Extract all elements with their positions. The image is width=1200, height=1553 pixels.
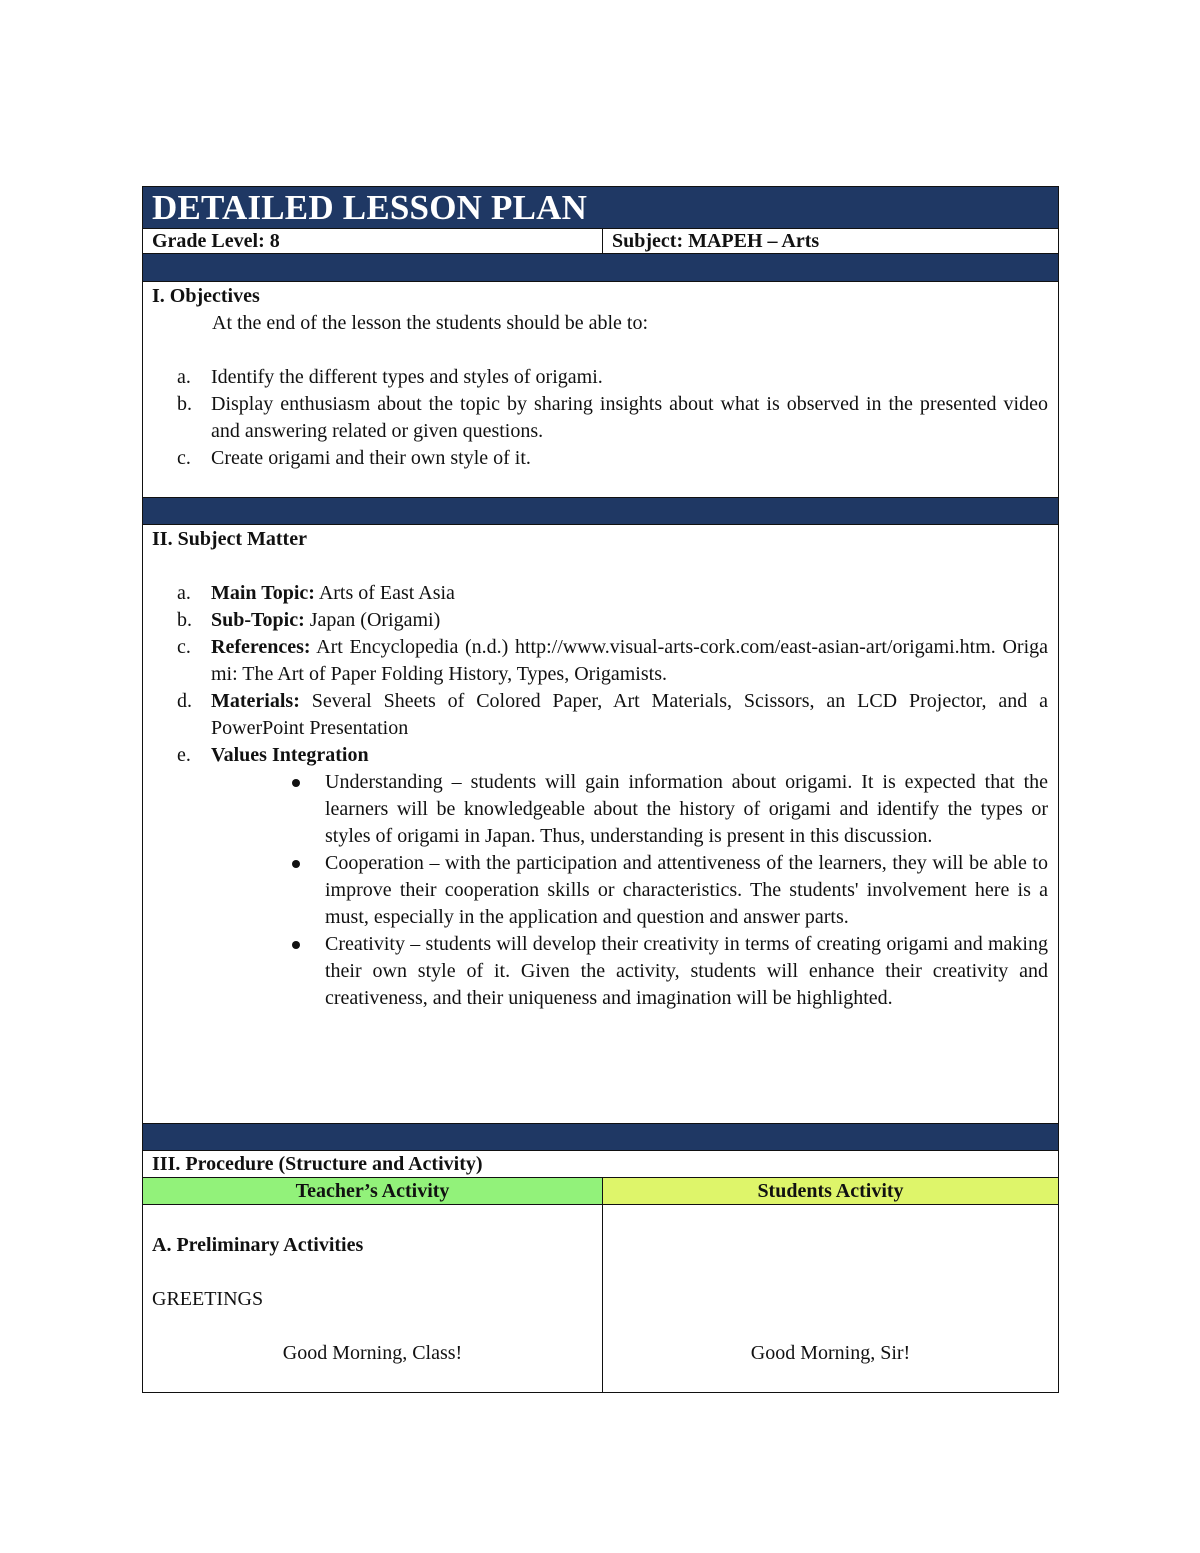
greetings-label: GREETINGS (152, 1288, 264, 1310)
subject-matter-section (142, 525, 1059, 1123)
subject-item: d. Materials: Several Sheets of Colored Paper, Art Materials, Scissors, an LCD Projector, and a PowerPoint Presentation (177, 690, 1048, 739)
section-divider (142, 254, 1059, 282)
title-bar (142, 186, 1059, 228)
grade-level: Grade Level: 8 (143, 229, 603, 253)
value-item: Understanding – students will gain information about origami. It is expected that the learners will be knowledgeable about the history of origami and identify the types or styles of origami in Japan. Thus, understanding is present in this discussion. (277, 769, 1048, 850)
bullet-icon (277, 931, 325, 1012)
activity-row (142, 1205, 1059, 1393)
value-item: Cooperation – with the participation and attentiveness of the learners, they will be able to improve their cooperation skills or characteristics. The students' involvement here is a must, especially in the application and question and answer parts. (277, 850, 1048, 931)
subject-item: c. References: Art Encyclopedia (n.d.) http://www.visual-arts-cork.com/east-asian-art/origami.htm. Origami: The Art of Paper Folding History, Types, Origamists. (177, 636, 1048, 685)
students-activity-cell (603, 1205, 1058, 1392)
bullet-icon (277, 769, 325, 850)
students-activity-header: Students Activity (603, 1178, 1058, 1204)
teacher-greeting: Good Morning, Class! (282, 1342, 463, 1364)
subject-item: a. Main Topic: Arts of East Asia (177, 582, 455, 604)
grade-subject-row (142, 228, 1059, 254)
teacher-activity-cell (143, 1205, 603, 1392)
objective-item: b. Display enthusiasm about the topic by sharing insights about what is observed in the presented video and answering related or given questions. (177, 393, 1048, 442)
lesson-plan-document (142, 186, 1059, 1393)
objectives-intro: At the end of the lesson the students should be able to: (212, 312, 649, 334)
procedure-title: III. Procedure (Structure and Activity) (142, 1151, 1059, 1177)
value-item: Creativity – students will develop their creativity in terms of creating origami and making their own style of it. Given the activity, students will enhance their creativity and creativeness, and their uniqueness and imagination will be highlighted. (277, 931, 1048, 1012)
section-divider (142, 1123, 1059, 1151)
objective-item: c. Create origami and their own style of it. (177, 447, 531, 469)
preliminary-activities-heading: A. Preliminary Activities (152, 1234, 364, 1256)
students-greeting: Good Morning, Sir! (750, 1342, 911, 1364)
objectives-section (142, 282, 1059, 497)
values-list (152, 769, 1048, 1012)
bullet-icon (277, 850, 325, 931)
subject-item: e. Values Integration (177, 744, 369, 766)
objectives-title: I. Objectives (152, 285, 260, 307)
objective-item: a. Identify the different types and styles of origami. (177, 366, 603, 388)
subject-matter-title: II. Subject Matter (152, 528, 307, 550)
document-title: DETAILED LESSON PLAN (152, 188, 588, 227)
activity-header-row (142, 1177, 1059, 1205)
teacher-activity-header: Teacher’s Activity (143, 1178, 603, 1204)
section-divider (142, 497, 1059, 525)
subject: Subject: MAPEH – Arts (612, 230, 820, 252)
subject-item: b. Sub-Topic: Japan (Origami) (177, 609, 441, 631)
